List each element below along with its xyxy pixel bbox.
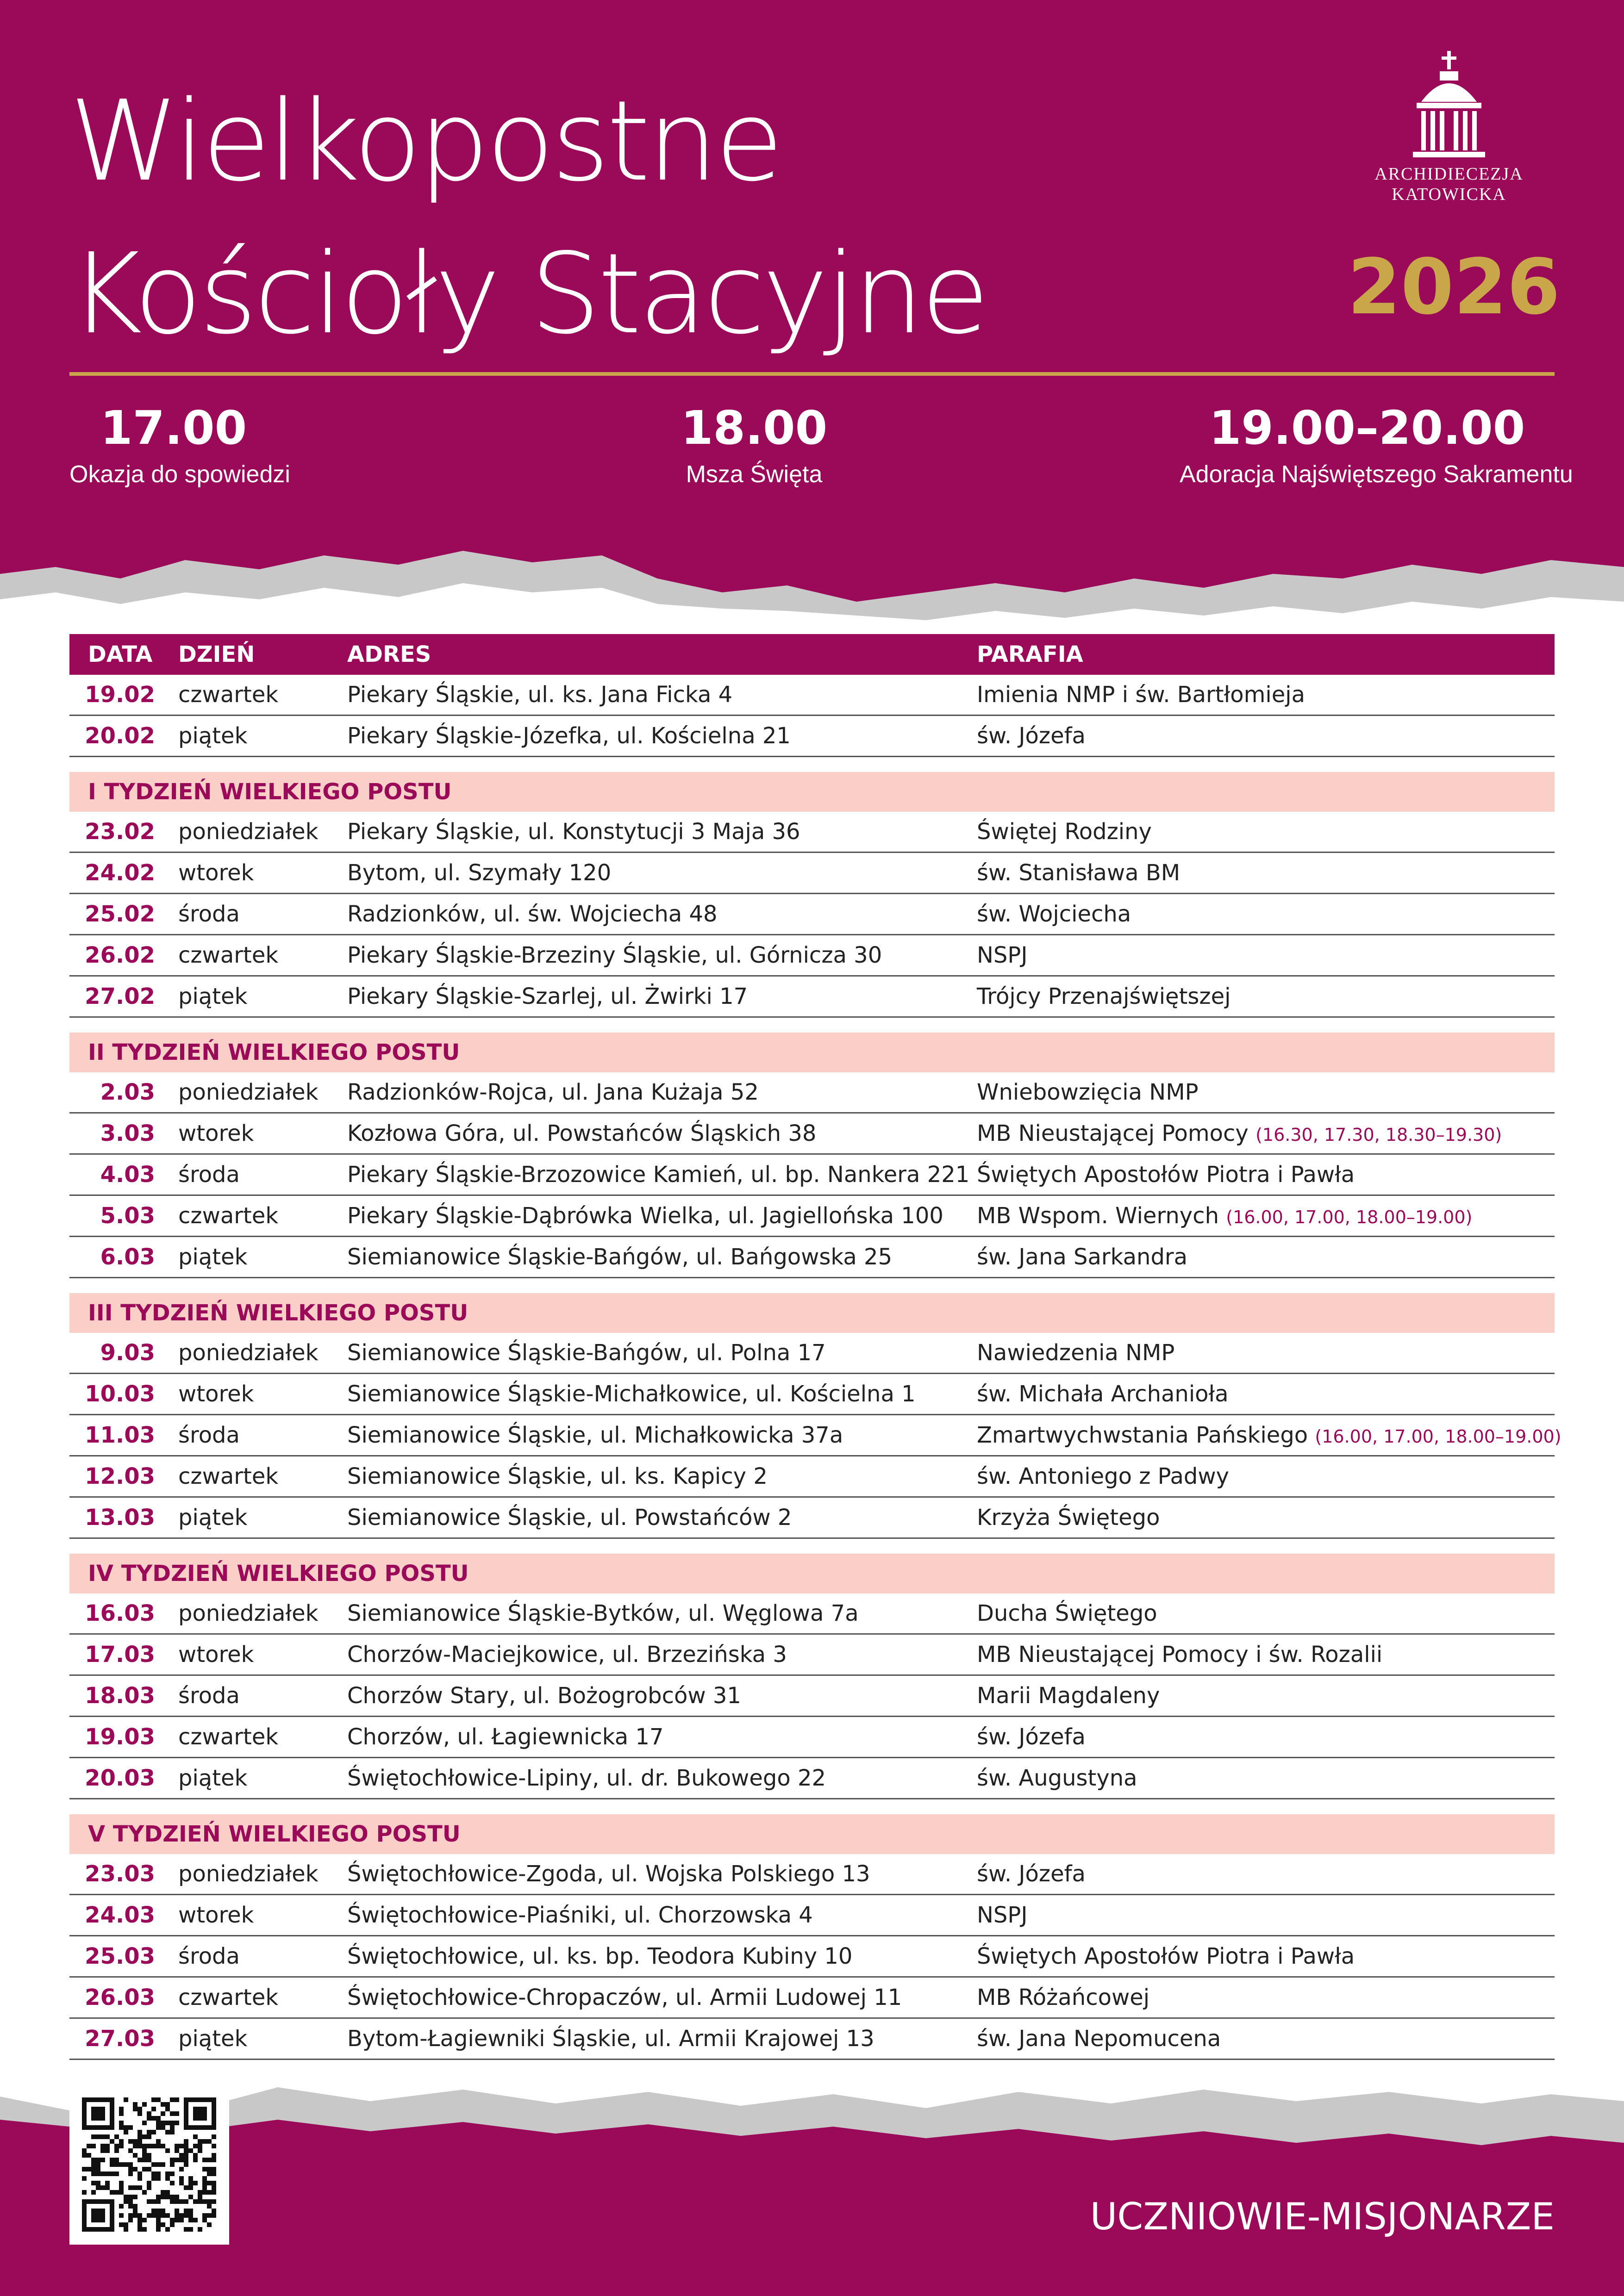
- row-address: Siemianowice Śląskie, ul. ks. Kapicy 2: [347, 1463, 768, 1489]
- row-time-note: (16.30, 17.30, 18.30–19.30): [1255, 1125, 1502, 1145]
- row-date: 24.02: [85, 860, 155, 886]
- row-parish-name: MB Nieustającej Pomocy i św. Rozalii: [977, 1642, 1383, 1668]
- header-day: DZIEŃ: [178, 641, 255, 667]
- time-label: Msza Święta: [686, 461, 823, 488]
- row-parish: [977, 1333, 1174, 1374]
- row-address: Świętochłowice-Piaśniki, ul. Chorzowska 4: [347, 1902, 813, 1928]
- table-row: [69, 1415, 1562, 1456]
- row-parish: [977, 2019, 1221, 2060]
- row-parish-name: MB Różańcowej: [977, 1985, 1150, 2010]
- row-address: Chorzów, ul. Łagiewnicka 17: [347, 1724, 664, 1750]
- row-parish: [977, 1635, 1382, 1676]
- row-parish: [977, 1114, 1502, 1155]
- row-parish: [977, 1456, 1229, 1498]
- row-day: wtorek: [178, 1120, 254, 1146]
- qr-code-icon: [69, 2085, 229, 2245]
- row-day: piątek: [178, 723, 248, 749]
- table-row: [69, 1237, 1555, 1278]
- row-address: Siemianowice Śląskie-Bańgów, ul. Bańgowska 25: [347, 1244, 893, 1270]
- row-parish-name: św. Jana Sarkandra: [977, 1244, 1188, 1270]
- row-address: Piekary Śląskie, ul. Konstytucji 3 Maja 36: [347, 819, 800, 845]
- row-address: Chorzów-Maciejkowice, ul. Brzezińska 3: [347, 1642, 787, 1668]
- year-label: 2026: [1347, 243, 1560, 331]
- row-parish: [977, 675, 1305, 716]
- time-block-adoration: [1180, 398, 1573, 491]
- row-parish-name: św. Wojciecha: [977, 901, 1131, 927]
- row-parish-name: Imienia NMP i św. Bartłomieja: [977, 682, 1305, 708]
- row-date: 26.03: [85, 1985, 155, 2010]
- row-parish: [977, 812, 1152, 853]
- header-date: DATA: [88, 641, 153, 667]
- table-row: [69, 1978, 1555, 2019]
- week-title: IV TYDZIEŃ WIELKIEGO POSTU: [88, 1561, 469, 1587]
- week-title: I TYDZIEŃ WIELKIEGO POSTU: [88, 779, 452, 805]
- table-row: [69, 1072, 1555, 1114]
- table-row: [69, 853, 1555, 894]
- row-day: czwartek: [178, 1203, 279, 1229]
- table-row: [69, 1196, 1555, 1237]
- table-row: [69, 1895, 1555, 1936]
- week-header: [69, 1033, 1555, 1072]
- week-header: [69, 772, 1555, 812]
- row-parish: [977, 1854, 1086, 1895]
- row-day: poniedziałek: [178, 1600, 319, 1626]
- row-parish-name: NSPJ: [977, 1902, 1028, 1928]
- row-date: 23.03: [85, 1861, 155, 1887]
- row-parish-name: Świętych Apostołów Piotra i Pawła: [977, 1162, 1355, 1188]
- row-parish: [977, 1717, 1086, 1758]
- archdiocese-logo: [1370, 51, 1528, 222]
- row-address: Bytom-Łagiewniki Śląskie, ul. Armii Krajowej 13: [347, 2026, 874, 2052]
- row-parish: [977, 716, 1086, 757]
- row-parish-name: Nawiedzenia NMP: [977, 1340, 1175, 1366]
- row-parish: [977, 1196, 1472, 1237]
- row-day: środa: [178, 1162, 240, 1188]
- table-row: [69, 1635, 1555, 1676]
- table-row: [69, 894, 1555, 935]
- row-parish: [977, 1415, 1562, 1456]
- time-value: 17.00: [100, 401, 247, 455]
- row-day: środa: [178, 901, 240, 927]
- row-day: piątek: [178, 1765, 248, 1791]
- table-row: [69, 1854, 1555, 1895]
- row-day: wtorek: [178, 1642, 254, 1668]
- row-parish: [977, 1676, 1160, 1717]
- row-address: Świętochłowice-Chropaczów, ul. Armii Ludowej 11: [347, 1985, 902, 2010]
- table-row: [69, 716, 1555, 757]
- table-row: [69, 1676, 1555, 1717]
- row-address: Piekary Śląskie-Józefka, ul. Kościelna 21: [347, 723, 791, 749]
- row-address: Siemianowice Śląskie, ul. Powstańców 2: [347, 1505, 792, 1531]
- row-day: wtorek: [178, 860, 254, 886]
- header-parish: PARAFIA: [977, 641, 1083, 667]
- row-date: 27.03: [85, 2026, 155, 2052]
- row-time-note: (16.00, 17.00, 18.00–19.00): [1226, 1207, 1473, 1227]
- torn-paper-edge-top: [0, 523, 1624, 625]
- row-address: Piekary Śląskie-Brzozowice Kamień, ul. bp. Nankera 221: [347, 1162, 970, 1188]
- table-row: [69, 1456, 1555, 1498]
- row-time-note: (16.00, 17.00, 18.00–19.00): [1315, 1426, 1562, 1447]
- time-value: 18.00: [681, 401, 828, 455]
- row-date: 19.03: [85, 1724, 155, 1750]
- row-date: 6.03: [100, 1244, 155, 1270]
- row-date: 13.03: [85, 1505, 155, 1531]
- row-parish: [977, 1758, 1137, 1799]
- time-block-confession: [69, 398, 290, 491]
- row-parish: [977, 935, 1027, 977]
- title-line-1: Wielkopostne: [69, 76, 781, 206]
- row-address: Radzionków, ul. św. Wojciecha 48: [347, 901, 718, 927]
- row-date: 16.03: [85, 1600, 155, 1626]
- row-parish-name: św. Stanisława BM: [977, 860, 1181, 886]
- row-date: 20.02: [85, 723, 155, 749]
- row-day: piątek: [178, 2026, 248, 2052]
- row-address: Świętochłowice, ul. ks. bp. Teodora Kubiny 10: [347, 1943, 853, 1969]
- row-day: czwartek: [178, 1985, 279, 2010]
- row-date: 5.03: [100, 1203, 155, 1229]
- table-row: [69, 1114, 1555, 1155]
- row-date: 3.03: [100, 1120, 155, 1146]
- row-parish: [977, 1237, 1187, 1278]
- row-parish-name: św. Józefa: [977, 1724, 1086, 1750]
- week-header: [69, 1814, 1555, 1854]
- row-address: Piekary Śląskie-Dąbrówka Wielka, ul. Jagiellońska 100: [347, 1203, 943, 1229]
- row-parish: [977, 1895, 1027, 1936]
- row-parish: [977, 1498, 1160, 1539]
- row-address: Siemianowice Śląskie, ul. Michałkowicka 37a: [347, 1422, 843, 1448]
- row-date: 11.03: [85, 1422, 155, 1448]
- title-line-2: Kościoły Stacyjne: [69, 229, 987, 359]
- row-day: poniedziałek: [178, 1079, 319, 1105]
- row-parish-name: Trójcy Przenajświętszej: [977, 983, 1231, 1009]
- row-date: 20.03: [85, 1765, 155, 1791]
- row-date: 10.03: [85, 1381, 155, 1407]
- row-address: Świętochłowice-Lipiny, ul. dr. Bukowego 22: [347, 1765, 826, 1791]
- row-parish-name: św. Antoniego z Padwy: [977, 1463, 1229, 1489]
- row-address: Piekary Śląskie-Brzeziny Śląskie, ul. Górnicza 30: [347, 942, 882, 968]
- header-band: [0, 0, 1624, 574]
- footer-signature: UCZNIOWIE-MISJONARZE: [1090, 2195, 1555, 2238]
- table-row: [69, 935, 1555, 977]
- row-day: wtorek: [178, 1902, 254, 1928]
- row-date: 17.03: [85, 1642, 155, 1668]
- row-day: poniedziałek: [178, 1340, 319, 1366]
- row-day: czwartek: [178, 682, 279, 708]
- row-day: poniedziałek: [178, 819, 319, 845]
- row-day: piątek: [178, 1244, 248, 1270]
- row-day: piątek: [178, 1505, 248, 1531]
- qr-code[interactable]: [69, 2085, 229, 2245]
- row-parish: [977, 1978, 1149, 2019]
- row-day: czwartek: [178, 1724, 279, 1750]
- row-day: wtorek: [178, 1381, 254, 1407]
- row-date: 25.02: [85, 901, 155, 927]
- table-row: [69, 1333, 1555, 1374]
- row-parish-name: MB Wspom. Wiernych: [977, 1203, 1219, 1229]
- row-date: 18.03: [85, 1683, 155, 1709]
- row-parish-name: św. Michała Archanioła: [977, 1381, 1229, 1407]
- row-date: 12.03: [85, 1463, 155, 1489]
- row-parish-name: św. Jana Nepomucena: [977, 2026, 1221, 2052]
- week-title: II TYDZIEŃ WIELKIEGO POSTU: [88, 1039, 460, 1065]
- row-address: Kozłowa Góra, ul. Powstańców Śląskich 38: [347, 1120, 817, 1146]
- row-day: środa: [178, 1683, 240, 1709]
- row-parish-name: Świętych Apostołów Piotra i Pawła: [977, 1943, 1355, 1969]
- table-row: [69, 1155, 1555, 1196]
- row-date: 2.03: [100, 1079, 155, 1105]
- row-parish-name: Marii Magdaleny: [977, 1683, 1160, 1709]
- row-day: środa: [178, 1422, 240, 1448]
- time-label: Adoracja Najświętszego Sakramentu: [1180, 461, 1573, 488]
- row-parish-name: Ducha Świętego: [977, 1600, 1157, 1626]
- schedule-table: [69, 634, 1562, 2060]
- row-date: 19.02: [85, 682, 155, 708]
- table-row: [69, 1498, 1555, 1539]
- row-parish-name: Zmartwychwstania Pańskiego: [977, 1422, 1308, 1448]
- row-parish-name: Wniebowzięcia NMP: [977, 1079, 1199, 1105]
- row-day: środa: [178, 1943, 240, 1969]
- row-address: Piekary Śląskie-Szarlej, ul. Żwirki 17: [347, 983, 748, 1009]
- row-parish: [977, 977, 1230, 1018]
- row-parish-name: Krzyża Świętego: [977, 1505, 1160, 1531]
- gold-divider: [69, 372, 1555, 376]
- time-value: 19.00–20.00: [1209, 401, 1525, 455]
- row-address: Chorzów Stary, ul. Bożogrobców 31: [347, 1683, 741, 1709]
- row-parish: [977, 1155, 1355, 1196]
- row-day: czwartek: [178, 942, 279, 968]
- row-address: Radzionków-Rojca, ul. Jana Kużaja 52: [347, 1079, 759, 1105]
- page-title: [69, 65, 987, 370]
- row-parish-name: św. Józefa: [977, 723, 1086, 749]
- row-address: Siemianowice Śląskie-Bytków, ul. Węglowa 7a: [347, 1600, 859, 1626]
- row-address: Świętochłowice-Zgoda, ul. Wojska Polskiego 13: [347, 1861, 870, 1887]
- week-header: [69, 1293, 1555, 1333]
- row-parish: [977, 1936, 1355, 1978]
- row-parish: [977, 894, 1131, 935]
- row-parish: [977, 853, 1180, 894]
- table-body: [69, 675, 1562, 2060]
- logo-text-line-1: ARCHIDIECEZJA: [1374, 164, 1524, 184]
- table-row: [69, 977, 1555, 1018]
- logo-text-line-2: KATOWICKA: [1392, 185, 1506, 204]
- row-address: Siemianowice Śląskie-Michałkowice, ul. Kościelna 1: [347, 1381, 916, 1407]
- row-day: poniedziałek: [178, 1861, 319, 1887]
- row-parish-name: św. Augustyna: [977, 1765, 1137, 1791]
- row-day: czwartek: [178, 1463, 279, 1489]
- row-date: 26.02: [85, 942, 155, 968]
- table-row: [69, 812, 1555, 853]
- row-date: 24.03: [85, 1902, 155, 1928]
- row-parish-name: NSPJ: [977, 942, 1028, 968]
- row-parish-name: MB Nieustającej Pomocy: [977, 1120, 1249, 1146]
- week-header: [69, 1554, 1555, 1593]
- row-date: 25.03: [85, 1943, 155, 1969]
- table-row: [69, 2019, 1555, 2060]
- row-date: 4.03: [100, 1162, 155, 1188]
- row-parish: [977, 1593, 1157, 1635]
- row-parish: [977, 1072, 1199, 1114]
- row-parish-name: Świętej Rodziny: [977, 819, 1152, 845]
- time-label: Okazja do spowiedzi: [69, 461, 290, 488]
- time-block-mass: [650, 398, 858, 491]
- week-title: III TYDZIEŃ WIELKIEGO POSTU: [88, 1300, 468, 1326]
- row-parish: [977, 1374, 1229, 1415]
- row-address: Siemianowice Śląskie-Bańgów, ul. Polna 17: [347, 1340, 826, 1366]
- row-date: 9.03: [100, 1340, 155, 1366]
- row-date: 27.02: [85, 983, 155, 1009]
- table-header: [69, 634, 1555, 675]
- row-address: Piekary Śląskie, ul. ks. Jana Ficka 4: [347, 682, 733, 708]
- row-date: 23.02: [85, 819, 155, 845]
- table-row: [69, 1593, 1555, 1635]
- row-day: piątek: [178, 983, 248, 1009]
- table-row: [69, 1717, 1555, 1758]
- table-row: [69, 1374, 1555, 1415]
- row-address: Bytom, ul. Szymały 120: [347, 860, 612, 886]
- row-parish-name: św. Józefa: [977, 1861, 1086, 1887]
- table-row: [69, 1758, 1555, 1799]
- table-row: [69, 1936, 1555, 1978]
- table-row: [69, 675, 1555, 716]
- week-title: V TYDZIEŃ WIELKIEGO POSTU: [88, 1821, 461, 1847]
- church-icon: [1403, 51, 1495, 162]
- header-address: ADRES: [347, 641, 431, 667]
